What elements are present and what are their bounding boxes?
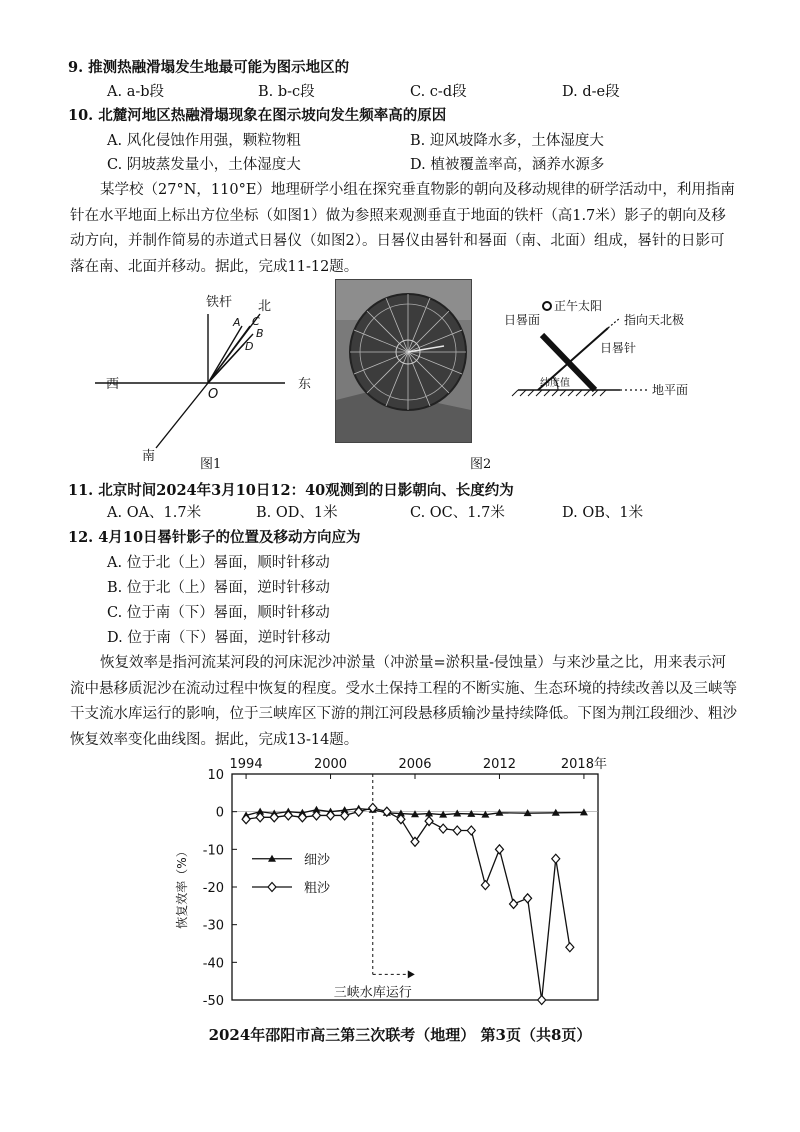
coarse-sand-point bbox=[552, 854, 560, 863]
y-tick-label: -20 bbox=[202, 881, 224, 896]
latitude-label: 纬度值 bbox=[540, 378, 570, 389]
shadow-od bbox=[208, 344, 244, 383]
x-tick-label: 1994 bbox=[229, 757, 263, 772]
sun-icon bbox=[543, 302, 551, 310]
east-label: 东 bbox=[298, 377, 312, 392]
q12-option-b: B. 位于北（上）晷面，逆时针移动 bbox=[107, 580, 330, 596]
coarse-sand-point bbox=[270, 813, 278, 822]
q12-stem: 12. 4月10日晷针影子的位置及移动方向应为 bbox=[68, 529, 361, 546]
sun-label: 正午太阳 bbox=[554, 299, 603, 313]
coarse-sand-point bbox=[467, 826, 475, 835]
y-tick-label: -40 bbox=[202, 956, 224, 972]
q12-option-a: A. 位于北（上）晷面，顺时针移动 bbox=[107, 555, 330, 571]
legend-coarse-label: 粗沙 bbox=[304, 881, 331, 896]
coarse-sand-point bbox=[524, 894, 532, 903]
figure-2-caption: 图2 bbox=[470, 457, 492, 472]
ground-label: 地平面 bbox=[652, 383, 689, 397]
figure-1 bbox=[90, 290, 320, 470]
q9-option-a: A. a-b段 bbox=[107, 84, 165, 100]
pole-direction bbox=[608, 318, 620, 328]
q11-option-d: D. OB、1米 bbox=[562, 505, 644, 521]
coarse-sand-point bbox=[242, 815, 250, 824]
south-axis bbox=[156, 383, 208, 448]
y-tick-label: 0 bbox=[215, 805, 224, 821]
legend-coarse-marker bbox=[268, 883, 276, 892]
shadow-oc bbox=[208, 326, 250, 383]
x-tick-label: 2018年 bbox=[560, 757, 607, 772]
y-tick-label: -10 bbox=[202, 843, 224, 859]
q11-stem: 11. 北京时间2024年3月10日12：40观测到的日影朝向、长度约为 bbox=[68, 482, 514, 499]
q12-option-d: D. 位于南（下）晷面，逆时针移动 bbox=[107, 630, 331, 646]
figure-1-caption: 图1 bbox=[200, 457, 222, 472]
x-tick-label: 2012 bbox=[482, 757, 517, 772]
origin-label: O bbox=[208, 387, 219, 402]
q9-stem: 9. 推测热融滑塌发生地最可能为图示地区的 bbox=[68, 59, 350, 76]
annotation-arrowhead bbox=[408, 970, 415, 978]
recovery-efficiency-chart bbox=[160, 748, 660, 1018]
q9-option-d: D. d-e段 bbox=[562, 84, 620, 100]
coarse-sand-point bbox=[538, 996, 546, 1005]
coarse-sand-point bbox=[439, 824, 447, 833]
pole-label: 铁杆 bbox=[206, 295, 233, 310]
figure-2-diagram bbox=[500, 290, 720, 415]
point-c: C bbox=[252, 315, 260, 328]
north-label: 北 bbox=[258, 299, 272, 314]
q9-option-b: B. b-c段 bbox=[258, 84, 315, 100]
y-tick-label: -50 bbox=[202, 994, 224, 1009]
coarse-sand-point bbox=[566, 943, 574, 952]
y-axis-label: 恢复效率（%） bbox=[175, 845, 189, 929]
south-label: 南 bbox=[142, 449, 156, 464]
shadow-oa bbox=[208, 326, 242, 383]
q10-option-b: B. 迎风坡降水多，土体湿度大 bbox=[410, 133, 604, 149]
x-tick-label: 2000 bbox=[313, 757, 348, 772]
coarse-sand-point bbox=[327, 811, 335, 820]
legend-fine-label: 细沙 bbox=[304, 852, 331, 868]
point-d: D bbox=[245, 340, 254, 353]
x-tick-label: 2006 bbox=[398, 757, 432, 772]
passage-sediment: 恢复效率是指河流某河段的河床泥沙冲淤量（冲淤量=淤积量-侵蚀量）与来沙量之比，用来表示河流中悬移质泥沙在流动过程中恢复的程度。受水土保持工程的不断实施、生态环境的持续改善以及三峡等干支流水库运行的影响，位于三峡库区下游的荆江河段悬移质输沙量持续降低。下图为荆江段细沙、粗沙恢复效率变化曲线图。据此，完成13-14题。 bbox=[70, 655, 737, 748]
coarse-sand-point bbox=[495, 845, 503, 854]
coarse-sand-point bbox=[453, 826, 461, 835]
gnomon-label: 日晷针 bbox=[600, 341, 637, 355]
q12-option-c: C. 位于南（下）晷面，顺时针移动 bbox=[107, 605, 330, 621]
q9-option-c: C. c-d段 bbox=[410, 84, 467, 100]
sundial-photo bbox=[335, 279, 472, 443]
pole-star-label: 指向天北极 bbox=[624, 313, 685, 327]
west-label: 西 bbox=[106, 377, 120, 392]
coarse-sand-point bbox=[481, 881, 489, 890]
q11-option-a: A. OA、1.7米 bbox=[107, 505, 202, 521]
dial-face-label: 日晷面 bbox=[504, 313, 541, 327]
passage-sundial: 某学校（27°N，110°E）地理研学小组在探究垂直物影的朝向及移动规律的研学活动中，利用指南针在水平地面上标出方位坐标（如图1）做为参照来观测垂直于地面的铁杆（高1.7米）影子的朝向及移动方向，并制作简易的赤道式日晷仪（如图2）。日晷仪由晷针和晷面（南、北面）组成，晷针的日影可落在南、北面并移动。据此，完成11-12题。 bbox=[70, 182, 735, 275]
point-a: A bbox=[233, 316, 241, 329]
q11-option-b: B. OD、1米 bbox=[256, 505, 338, 521]
y-tick-label: 10 bbox=[207, 768, 224, 783]
annotation-label: 三峡水库运行 bbox=[333, 985, 412, 1001]
coarse-sand-point bbox=[510, 899, 518, 908]
q10-stem: 10. 北麓河地区热融滑塌现象在图示坡向发生频率高的原因 bbox=[68, 107, 447, 124]
q10-option-d: D. 植被覆盖率高，涵养水源多 bbox=[410, 157, 605, 173]
page-footer: 2024年邵阳市高三第三次联考（地理） 第3页（共8页） bbox=[208, 1026, 592, 1044]
q10-option-c: C. 阴坡蒸发量小，土体湿度大 bbox=[107, 157, 301, 173]
y-tick-label: -30 bbox=[202, 918, 224, 934]
q11-option-c: C. OC、1.7米 bbox=[410, 505, 505, 521]
point-b: B bbox=[256, 327, 264, 340]
q10-option-a: A. 风化侵蚀作用强，颗粒物粗 bbox=[107, 133, 301, 149]
